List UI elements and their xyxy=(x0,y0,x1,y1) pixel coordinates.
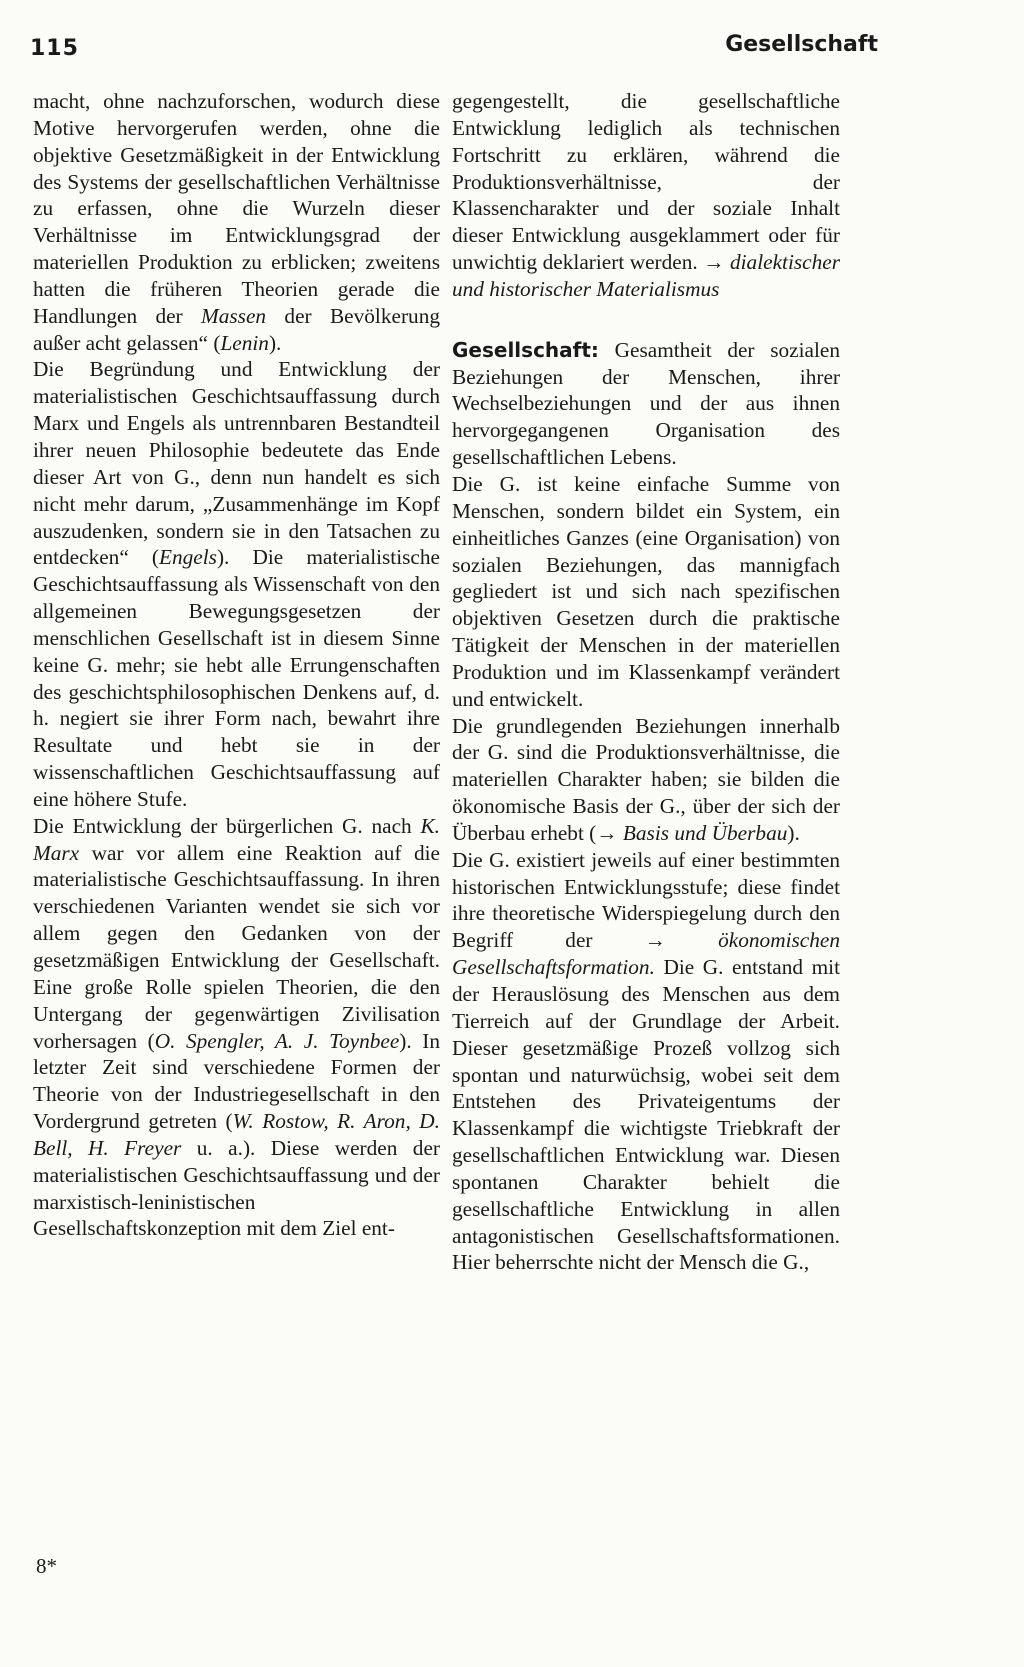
text-run: Die G. ist keine einfache Summe von Menschen, sondern bildet ein System, ein einheitliches Ganzes (eine Organisation) von sozialen Beziehungen, das mannigfach gegliedert ist und sich nach spezifischen objektiven Gesetzen durch die praktische Tätigkeit der Menschen in der materiellen Produktion und im Klassenkampf verändert und entwickelt. xyxy=(452,471,840,711)
cross-reference: ökonomischen Gesellschaftsformation. xyxy=(452,928,840,980)
entry-definition: Gesamtheit der sozialen Beziehungen der Menschen, ihrer Wechselbeziehungen und der aus ihnen hervorgegangenen Organisation des gesellschaftlichen Lebens. xyxy=(452,337,840,470)
text-run: der Bevölkerung außer acht gelassen“ ( xyxy=(33,303,440,355)
text-run: Die G. existiert jeweils auf einer bestimmten historischen Entwicklungsstufe; diese findet ihre theoretische Widerspiegelung durch den Begriff der xyxy=(452,847,840,953)
cross-reference: Basis und Überbau xyxy=(617,820,788,845)
paragraph xyxy=(452,88,840,303)
paragraph xyxy=(33,88,440,356)
paragraph xyxy=(452,713,840,847)
text-run: ). xyxy=(268,330,282,355)
entry-separator xyxy=(452,303,840,337)
text-run: war vor allem eine Reaktion auf die materialistische Geschichtsauffassung. In ihren verschiedenen Varianten wendet sie sich vor allem gegen den Gedanken von der gesetzmäßigen Entwicklung der Gesellschaft. Eine große Rolle spielen Theorien, die den Untergang der gegenwärtigen Zivilisation vorhersagen ( xyxy=(33,840,440,1053)
emphasis: W. Rostow, R. Aron, D. Bell, H. Freyer xyxy=(33,1109,440,1160)
arrow-icon: → xyxy=(644,928,666,953)
emphasis: Engels xyxy=(158,545,217,570)
left-column xyxy=(33,88,440,1242)
dictionary-entry xyxy=(452,337,840,471)
right-column xyxy=(452,88,840,1276)
paragraph xyxy=(33,813,440,1243)
cross-reference: dialektischer und historischer Materialismus xyxy=(452,250,840,301)
arrow-icon: → xyxy=(703,250,725,275)
text-run: ). In letzter Zeit sind verschiedene Formen der Theorie von der Industriegesellschaft in den Vordergrund getreten ( xyxy=(33,1028,440,1134)
text-run: u. a.). Diese werden der materialistischen Geschichtsauffassung und der marxistisch-leninistischen Gesellschaftskonzeption mit dem Ziel ent- xyxy=(33,1135,441,1241)
text-run: Die Begründung und Entwicklung der materialistischen Geschichtsauffassung durch Marx und Engels als untrennbaren Bestandteil ihrer neuen Philosophie bedeutete das Ende dieser Art von G., denn nun handelt es sich nicht mehr darum, „Zusammenhänge im Kopf auszudenken, sondern sie in den Tatsachen zu entdecken“ ( xyxy=(33,357,440,570)
text-run: gegengestellt, die gesellschaftliche Entwicklung lediglich als technischen Fortschritt zu erklären, während die Produktionsverhältnisse, der Klassencharakter und der soziale Inhalt dieser Entwicklung ausgeklammert oder für unwichtig deklariert werden. xyxy=(452,89,840,275)
emphasis: O. Spengler, A. J. Toynbee xyxy=(154,1028,400,1053)
paragraph xyxy=(452,847,840,1277)
running-head: Gesellschaft xyxy=(725,32,878,57)
emphasis: Massen xyxy=(201,303,267,328)
paragraph xyxy=(452,471,840,713)
text-run: Die G. entstand mit der Herauslösung des Menschen aus dem Tierreich auf der Grundlage der Arbeit. Dieser gesetzmäßige Prozeß vollzog sich spontan und naturwüchsig, wobei seit dem Entstehen des Privateigentums der Klassenkampf die wichtigste Triebkraft der gesellschaftlichen Entwicklung war. Diesen spontanen Charakter behielt die gesellschaftliche Entwicklung in allen antagonistischen Gesellschaftsformationen. Hier beherrschte nicht der Mensch die G., xyxy=(452,955,840,1275)
emphasis: Lenin xyxy=(220,330,269,355)
text-run: ). xyxy=(787,820,800,845)
page-number: 115 xyxy=(30,36,79,61)
arrow-icon: → xyxy=(596,820,618,845)
entry-keyword: Gesellschaft: xyxy=(452,337,599,362)
paragraph xyxy=(33,356,440,812)
signature-mark: 8* xyxy=(36,1554,57,1578)
text-run: Die Entwicklung der bürgerlichen G. nach xyxy=(33,813,421,838)
emphasis: K. Marx xyxy=(33,813,440,865)
text-run: ). Die materialistische Geschichtsauffassung als Wissenschaft von den allgemeinen Bewegungsgesetzen der menschlichen Gesellschaft ist in diesem Sinne keine G. mehr; sie hebt alle Errungenschaften des geschichtsphilosophischen Denkens auf, d. h. negiert sie ihrer Form nach, bewahrt ihre Resultate und hebt sie in der wissenschaftlichen Geschichtsauffassung auf eine höhere Stufe. xyxy=(33,545,440,811)
text-run: macht, ohne nachzuforschen, wodurch diese Motive hervorgerufen werden, ohne die objektive Gesetzmäßigkeit in der Entwicklung des Systems der gesellschaftlichen Verhältnisse zu erfassen, ohne die Wurzeln dieser Verhältnisse im Entwicklungsgrad der materiellen Produktion zu erblicken; zweitens hatten die früheren Theorien gerade die Handlungen der xyxy=(33,89,440,328)
text-run: Die grundlegenden Beziehungen innerhalb der G. sind die Produktionsverhältnisse, die materiellen Charakter haben; sie bilden die ökonomische Basis der G., über der sich der Überbau erhebt ( xyxy=(452,713,840,845)
